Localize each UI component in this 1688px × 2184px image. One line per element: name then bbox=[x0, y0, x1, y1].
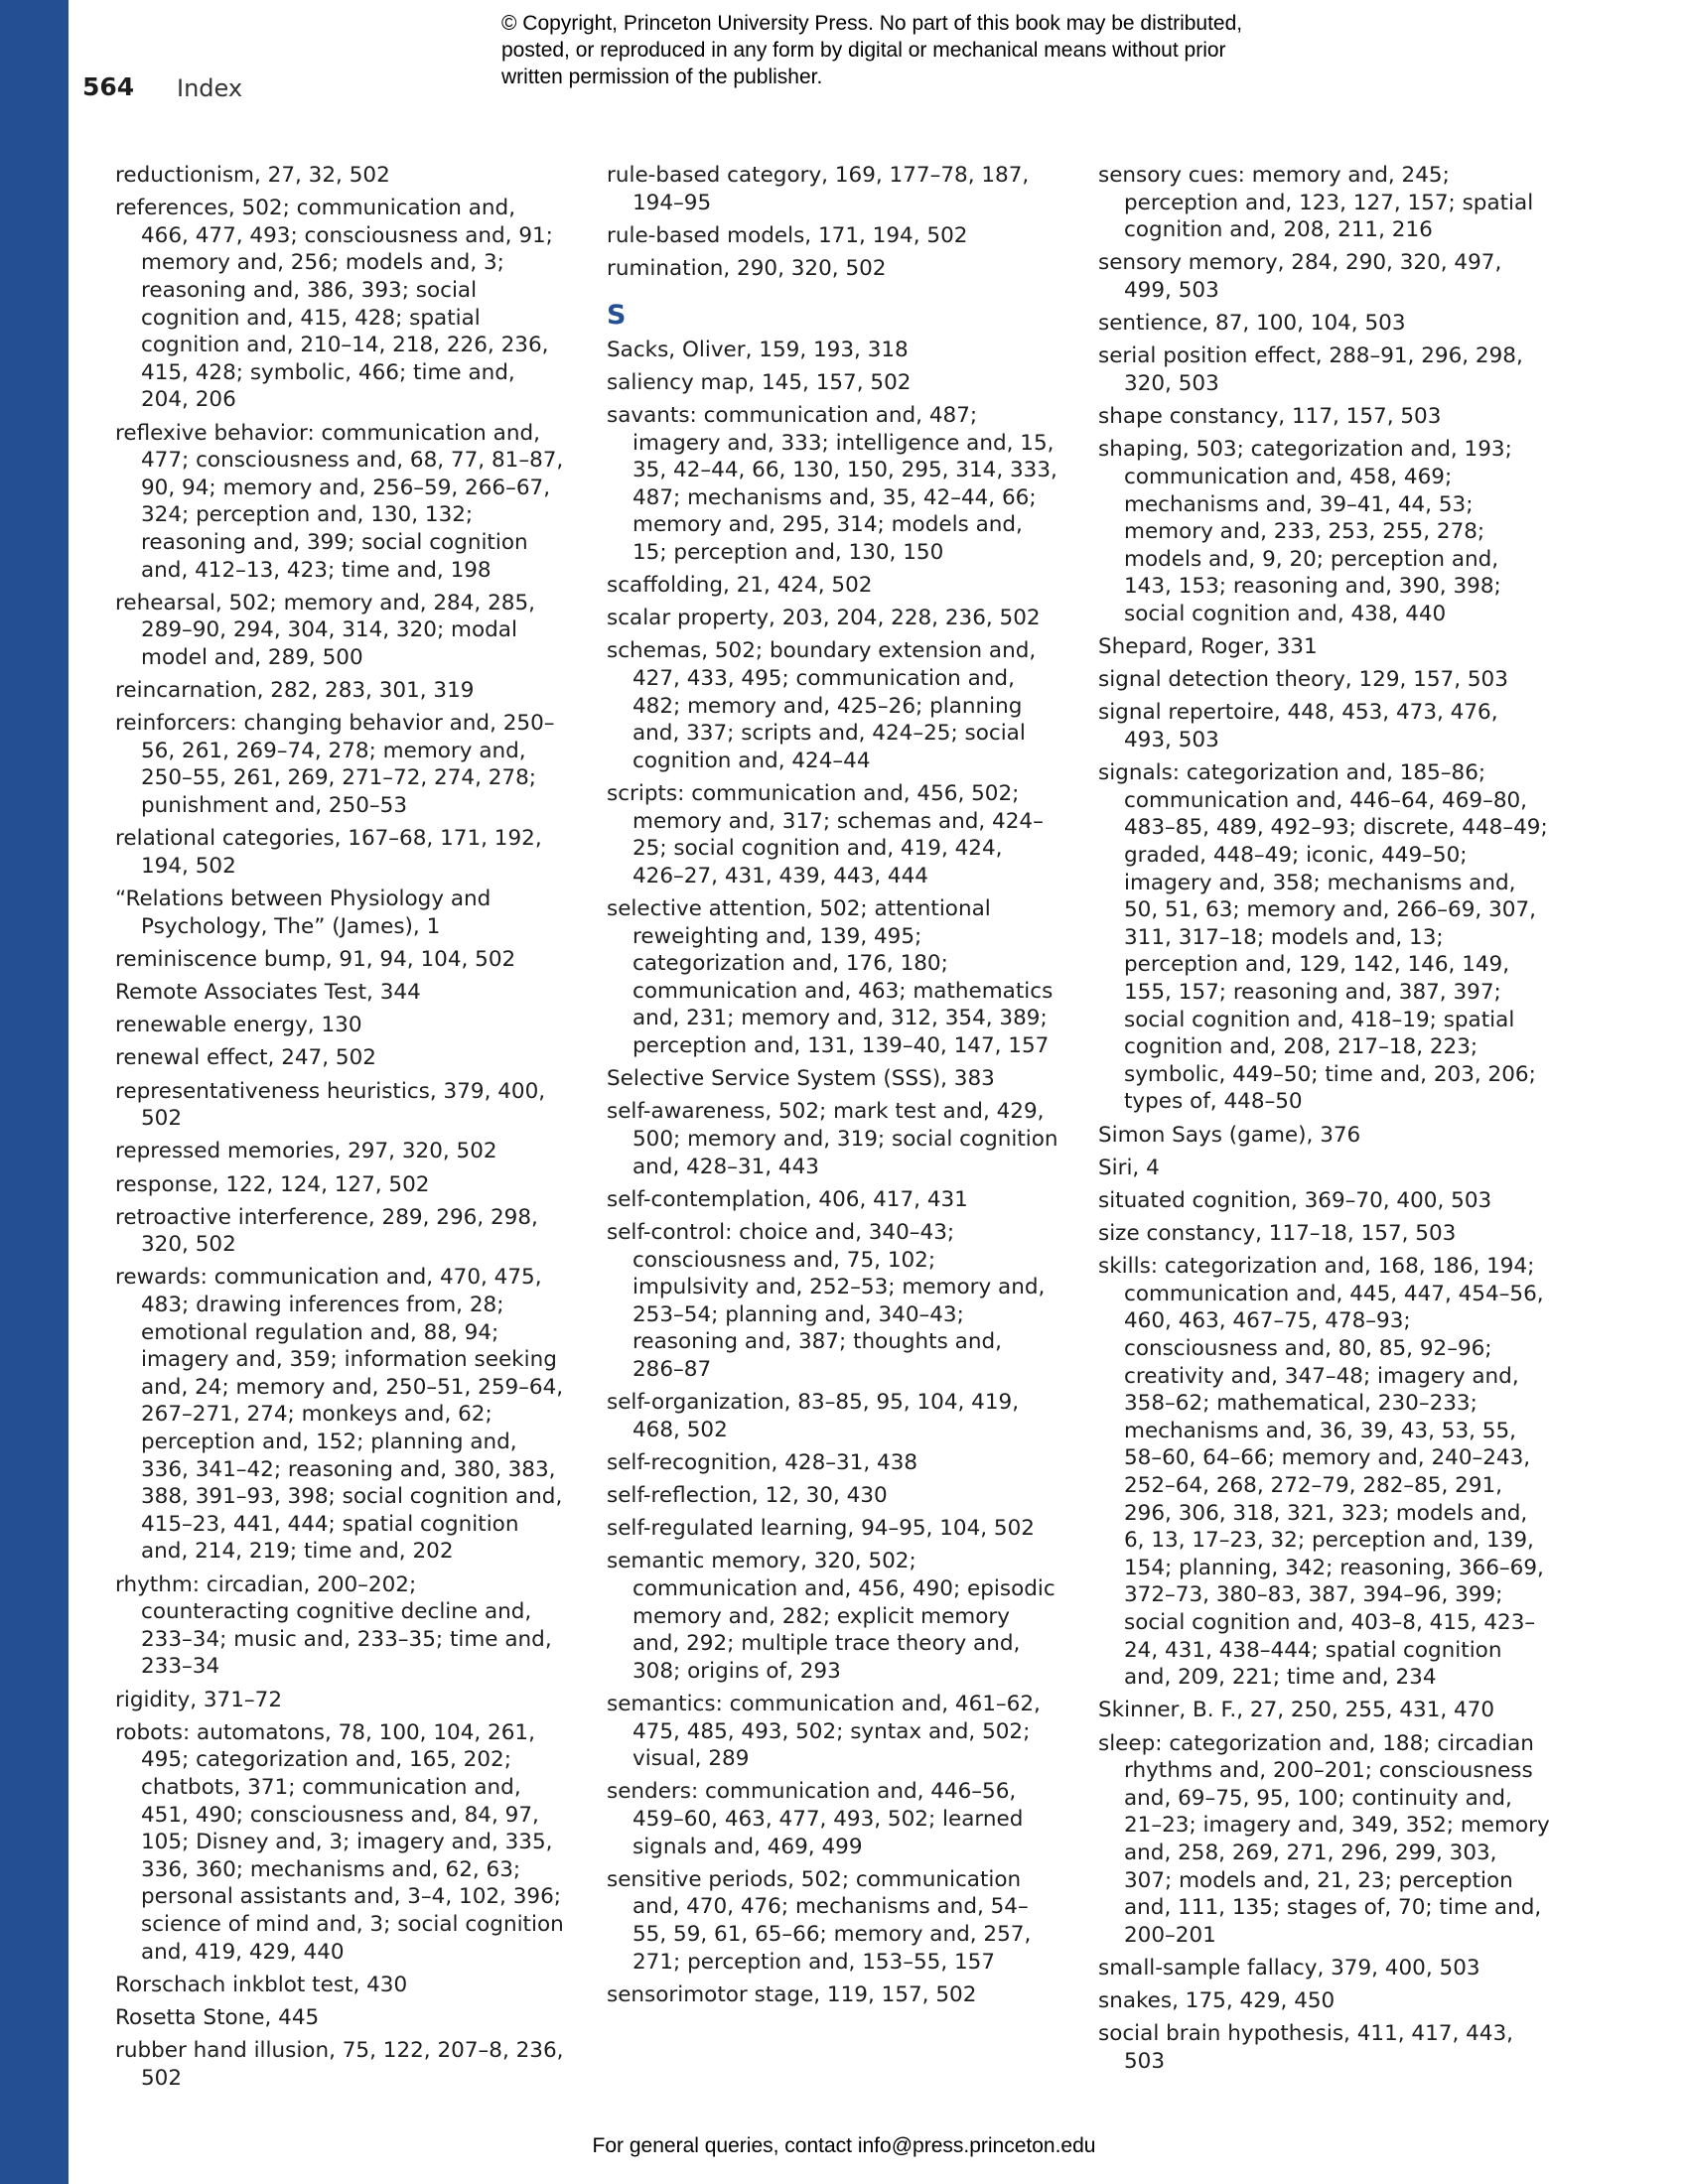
section-letter: S bbox=[607, 299, 627, 331]
index-entry: renewal effect, 247, 502 bbox=[115, 1045, 376, 1071]
index-entry: reflexive behavior: communication and, 477; consciousness and, 68, 77, 81–87, 90, 94; memory and, 256–59, 266–67, 324; perception and, 130, 132; reasoning and, 399; social cognition and, 412–13, 423; time and, 198 bbox=[115, 420, 564, 583]
index-entry: small-sample fallacy, 379, 400, 503 bbox=[1098, 1955, 1480, 1980]
index-entry: rhythm: circadian, 200–202; counteracting cognitive decline and, 233–34; music and, 233–35; time and, 233–34 bbox=[115, 1571, 552, 1680]
index-entry: self-control: choice and, 340–43; consciousness and, 75, 102; impulsivity and, 252–53; memory and, 253–54; planning and, 340–43; reasoning and, 387; thoughts and, 286–87 bbox=[607, 1219, 1046, 1382]
index-entry: Simon Says (game), 376 bbox=[1098, 1122, 1361, 1148]
index-entry: representativeness heuristics, 379, 400, 502 bbox=[115, 1078, 546, 1132]
index-entry: senders: communication and, 446–56, 459–60, 463, 477, 493, 502; learned signals and, 469, 499 bbox=[607, 1779, 1024, 1859]
index-entry: self-contemplation, 406, 417, 431 bbox=[607, 1186, 968, 1212]
index-entry: Shepard, Roger, 331 bbox=[1098, 634, 1318, 660]
index-entry: renewable energy, 130 bbox=[115, 1013, 362, 1038]
index-entry: self-recognition, 428–31, 438 bbox=[607, 1449, 918, 1475]
index-entry: rubber hand illusion, 75, 122, 207–8, 236, 502 bbox=[115, 2038, 564, 2091]
blue-spine-bar bbox=[0, 0, 69, 2184]
index-entry: Sacks, Oliver, 159, 193, 318 bbox=[607, 337, 909, 362]
index-entry: snakes, 175, 429, 450 bbox=[1098, 1988, 1336, 2014]
index-entry: self-reflection, 12, 30, 430 bbox=[607, 1483, 888, 1509]
page-number: 564 bbox=[82, 72, 135, 101]
index-entry: schemas, 502; boundary extension and, 427, 433, 495; communication and, 482; memory and, 425–26; planning and, 337; scripts and, 424–25; social cognition and, 424–44 bbox=[607, 638, 1037, 773]
index-entry: response, 122, 124, 127, 502 bbox=[115, 1171, 430, 1197]
index-entry: semantic memory, 320, 502; communication and, 456, 490; episodic memory and, 282; explicit memory and, 292; multiple trace theory and, 308; origins of, 293 bbox=[607, 1549, 1055, 1684]
index-entry: signals: categorization and, 185–86; communication and, 446–64, 469–80, 483–85, 489, 492–93; discrete, 448–49; graded, 448–49; iconic, 449–50; imagery and, 358; mechanisms and, 50, 51, 63; memory and, 266–69, 307, 311, 317–18; models and, 13; perception and, 129, 142, 146, 149, 155, 157; reasoning and, 387, 397; social cognition and, 418–19; spatial cognition and, 208, 217–18, 223; symbolic, 449–50; time and, 203, 206; types of, 448–50 bbox=[1098, 760, 1548, 1115]
index-entry: signal repertoire, 448, 453, 473, 476, 493, 503 bbox=[1098, 700, 1498, 753]
index-entry: sleep: categorization and, 188; circadian rhythms and, 200–201; consciousness and, 69–75, 95, 100; continuity and, 21–23; imagery and, 349, 352; memory and, 258, 269, 271, 296, 299, 303, 307; models and, 21, 23; perception and, 111, 135; stages of, 70; time and, 200–201 bbox=[1098, 1730, 1550, 1948]
index-entry: skills: categorization and, 168, 186, 194; communication and, 445, 447, 454–56, 460, 463, 467–75, 478–93; consciousness and, 80, 85, 92–96; creativity and, 347–48; imagery and, 358–62; mathematical, 230–233; mechanisms and, 36, 39, 43, 53, 55, 58–60, 64–66; memory and, 240–243, 252–64, 268, 272–79, 282–85, 291, 296, 306, 318, 321, 323; models and, 6, 13, 17–23, 32; perception and, 139, 154; planning, 342; reasoning, 366–69, 372–73, 380–83, 387, 394–96, 399; social cognition and, 403–8, 415, 423–24, 431, 438–444; spatial cognition and, 209, 221; time and, 234 bbox=[1098, 1254, 1544, 1691]
index-entry: reinforcers: changing behavior and, 250–56, 261, 269–74, 278; memory and, 250–55, 261, 269, 271–72, 274, 278; punishment and, 250–53 bbox=[115, 711, 555, 819]
index-entry: robots: automatons, 78, 100, 104, 261, 495; categorization and, 165, 202; chatbots, 371; communication and, 451, 490; consciousness and, 84, 97, 105; Disney and, 3; imagery and, 335, 336, 360; mechanisms and, 62, 63; personal assistants and, 3–4, 102, 396; science of mind and, 3; social cognition and, 419, 429, 440 bbox=[115, 1719, 564, 1965]
index-entry: Rosetta Stone, 445 bbox=[115, 2004, 320, 2030]
index-entry: rigidity, 371–72 bbox=[115, 1687, 283, 1712]
index-entry: “Relations between Physiology and Psychology, The” (James), 1 bbox=[115, 887, 492, 939]
index-entry: Remote Associates Test, 344 bbox=[115, 979, 421, 1005]
index-entry: self-organization, 83–85, 95, 104, 419, 468, 502 bbox=[607, 1390, 1020, 1442]
index-entry: situated cognition, 369–70, 400, 503 bbox=[1098, 1187, 1492, 1213]
index-entry: references, 502; communication and, 466, 477, 493; consciousness and, 91; memory and, 256; models and, 3; reasoning and, 386, 393; social cognition and, 415, 428; spatial cognition and, 210–14, 218, 226, 236, 415, 428; symbolic, 466; time and, 204, 206 bbox=[115, 196, 553, 413]
index-entry: savants: communication and, 487; imagery and, 333; intelligence and, 15, 35, 42–44, 66, 130, 150, 295, 314, 333, 487; mechanisms and, 35, 42–44, 66; memory and, 295, 314; models and, 15; perception and, 130, 150 bbox=[607, 402, 1057, 565]
index-entry: selective attention, 502; attentional reweighting and, 139, 495; categorization and, 176, 180; communication and, 463; mathematics and, 231; memory and, 312, 354, 389; perception and, 131, 139–40, 147, 157 bbox=[607, 896, 1054, 1058]
index-entry: reductionism, 27, 32, 502 bbox=[115, 163, 390, 188]
index-entry: repressed memories, 297, 320, 502 bbox=[115, 1139, 497, 1164]
index-entry: scaffolding, 21, 424, 502 bbox=[607, 573, 873, 599]
index-entry: self-awareness, 502; mark test and, 429, 500; memory and, 319; social cognition and, 428–31, 443 bbox=[607, 1099, 1058, 1179]
running-head: Index bbox=[177, 74, 243, 102]
index-entry: rumination, 290, 320, 502 bbox=[607, 255, 887, 281]
index-entry: sensitive periods, 502; communication and, 470, 476; mechanisms and, 54–55, 59, 61, 65–66; memory and, 257, 271; perception and, 153–55, 157 bbox=[607, 1866, 1032, 1975]
index-column-3 bbox=[1098, 162, 1550, 2081]
index-entry: relational categories, 167–68, 171, 192, 194, 502 bbox=[115, 826, 542, 879]
index-column-1 bbox=[115, 162, 567, 2098]
index-entry: Rorschach inkblot test, 430 bbox=[115, 1972, 408, 1997]
index-entry: reminiscence bump, 91, 94, 104, 502 bbox=[115, 946, 516, 972]
index-entry: Skinner, B. F., 27, 250, 255, 431, 470 bbox=[1098, 1698, 1495, 1723]
index-entry: rule-based models, 171, 194, 502 bbox=[607, 222, 968, 248]
index-entry: rehearsal, 502; memory and, 284, 285, 289–90, 294, 304, 314, 320; modal model and, 289, 500 bbox=[115, 590, 535, 670]
index-entry: social brain hypothesis, 411, 417, 443, 503 bbox=[1098, 2021, 1513, 2074]
index-entry: scripts: communication and, 456, 502; memory and, 317; schemas and, 424–25; social cognition and, 419, 424, 426–27, 431, 439, 443, 444 bbox=[607, 781, 1044, 888]
index-entry: Selective Service System (SSS), 383 bbox=[607, 1066, 995, 1092]
index-entry: shape constancy, 117, 157, 503 bbox=[1098, 404, 1442, 430]
footer-contact: For general queries, contact info@press.princeton.edu bbox=[592, 2134, 1096, 2157]
index-entry: retroactive interference, 289, 296, 298, 320, 502 bbox=[115, 1204, 538, 1258]
index-entry: sensory memory, 284, 290, 320, 497, 499, 503 bbox=[1098, 250, 1502, 303]
index-entry: signal detection theory, 129, 157, 503 bbox=[1098, 667, 1508, 693]
index-entry: rewards: communication and, 470, 475, 483; drawing inferences from, 28; emotional regulation and, 88, 94; imagery and, 359; information seeking and, 24; memory and, 250–51, 259–64, 267–271, 274; monkeys and, 62; perception and, 152; planning and, 336, 341–42; reasoning and, 380, 383, 388, 391–93, 398; social cognition and, 415–23, 441, 444; spatial cognition and, 214, 219; time and, 202 bbox=[115, 1265, 564, 1565]
index-entry: rule-based category, 169, 177–78, 187, 194–95 bbox=[607, 163, 1030, 215]
index-entry: shaping, 503; categorization and, 193; communication and, 458, 469; mechanisms and, 39–41, 44, 53; memory and, 233, 253, 255, 278; models and, 9, 20; perception and, 143, 153; reasoning and, 390, 398; social cognition and, 438, 440 bbox=[1098, 437, 1512, 626]
index-entry: sentience, 87, 100, 104, 503 bbox=[1098, 311, 1406, 337]
index-entry: Siri, 4 bbox=[1098, 1155, 1160, 1180]
index-entry: saliency map, 145, 157, 502 bbox=[607, 369, 912, 395]
index-entry: reincarnation, 282, 283, 301, 319 bbox=[115, 678, 475, 704]
index-entry: self-regulated learning, 94–95, 104, 502 bbox=[607, 1516, 1035, 1542]
index-entry: scalar property, 203, 204, 228, 236, 502 bbox=[607, 606, 1041, 631]
index-entry: serial position effect, 288–91, 296, 298, 320, 503 bbox=[1098, 343, 1523, 396]
index-entry: sensorimotor stage, 119, 157, 502 bbox=[607, 1981, 977, 2007]
index-entry: sensory cues: memory and, 245; perception and, 123, 127, 157; spatial cognition and, 208, 211, 216 bbox=[1098, 163, 1534, 243]
index-entry: size constancy, 117–18, 157, 503 bbox=[1098, 1221, 1457, 1247]
copyright-notice: © Copyright, Princeton University Press. No part of this book may be distributed, posted, or reproduced in any form by digital or mechanical means without prior written permission of the publisher. bbox=[501, 12, 1243, 88]
index-entry: semantics: communication and, 461–62, 475, 485, 493, 502; syntax and, 502; visual, 289 bbox=[607, 1691, 1041, 1772]
index-column-2 bbox=[607, 162, 1058, 2014]
